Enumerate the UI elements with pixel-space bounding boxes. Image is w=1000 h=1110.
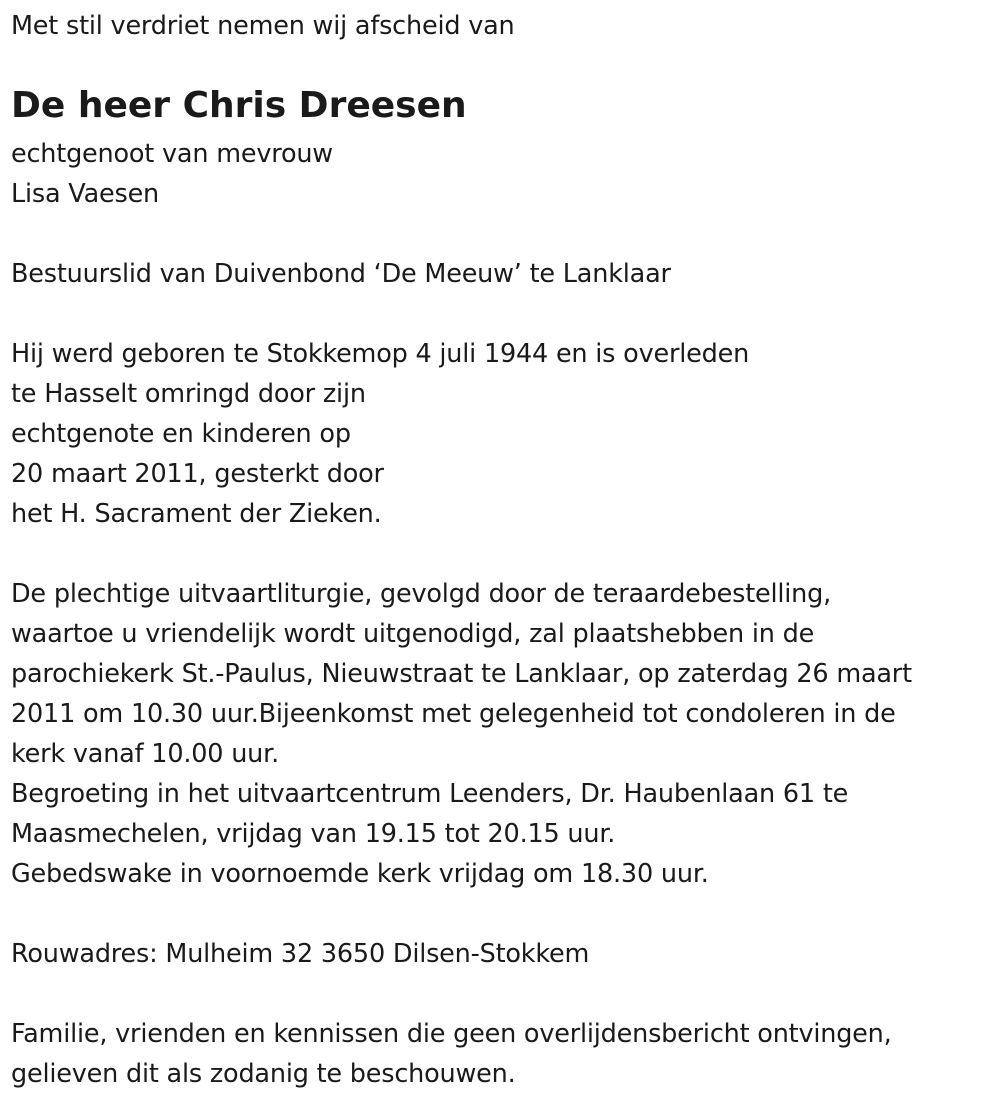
- spouse-paragraph: [11, 134, 333, 214]
- birth-death-paragraph: [11, 334, 749, 534]
- paragraph-line: Maasmechelen, vrijdag van 19.15 tot 20.15 uur.: [11, 819, 616, 849]
- deceased-name: De heer Chris Dreesen: [11, 85, 467, 126]
- paragraph-line: Bestuurslid van Duivenbond ‘De Meeuw’ te Lanklaar: [11, 259, 671, 289]
- paragraph-line: De plechtige uitvaartliturgie, gevolgd door de teraardebestelling,: [11, 579, 832, 609]
- mourning-address-paragraph: [11, 934, 589, 974]
- intro-text: Met stil verdriet nemen wij afscheid van: [11, 11, 515, 41]
- board-member-paragraph: [11, 254, 671, 294]
- paragraph-line: waartoe u vriendelijk wordt uitgenodigd, zal plaatshebben in de: [11, 619, 815, 649]
- paragraph-line: te Hasselt omringd door zijn: [11, 379, 366, 409]
- paragraph-line: Rouwadres: Mulheim 32 3650 Dilsen-Stokkem: [11, 939, 590, 969]
- paragraph-line: Lisa Vaesen: [11, 179, 160, 209]
- paragraph-line: Hij werd geboren te Stokkemop 4 juli 1944 en is overleden: [11, 339, 750, 369]
- paragraph-line: gelieven dit als zodanig te beschouwen.: [11, 1059, 516, 1089]
- paragraph-line: 2011 om 10.30 uur.Bijeenkomst met gelegenheid tot condoleren in de: [11, 699, 896, 729]
- family-notice-paragraph: [11, 1014, 892, 1094]
- paragraph-line: echtgenoot van mevrouw: [11, 139, 333, 169]
- funeral-paragraph: [11, 574, 912, 894]
- paragraph-line: Familie, vrienden en kennissen die geen overlijdensbericht ontvingen,: [11, 1019, 892, 1049]
- paragraph-line: 20 maart 2011, gesterkt door: [11, 459, 384, 489]
- paragraph-line: kerk vanaf 10.00 uur.: [11, 739, 279, 769]
- paragraph-line: parochiekerk St.-Paulus, Nieuwstraat te Lanklaar, op zaterdag 26 maart: [11, 659, 912, 689]
- paragraph-line: Begroeting in het uitvaartcentrum Leenders, Dr. Haubenlaan 61 te: [11, 779, 849, 809]
- paragraph-line: het H. Sacrament der Zieken.: [11, 499, 382, 529]
- paragraph-line: echtgenote en kinderen op: [11, 419, 351, 449]
- paragraph-line: Gebedswake in voornoemde kerk vrijdag om 18.30 uur.: [11, 859, 709, 889]
